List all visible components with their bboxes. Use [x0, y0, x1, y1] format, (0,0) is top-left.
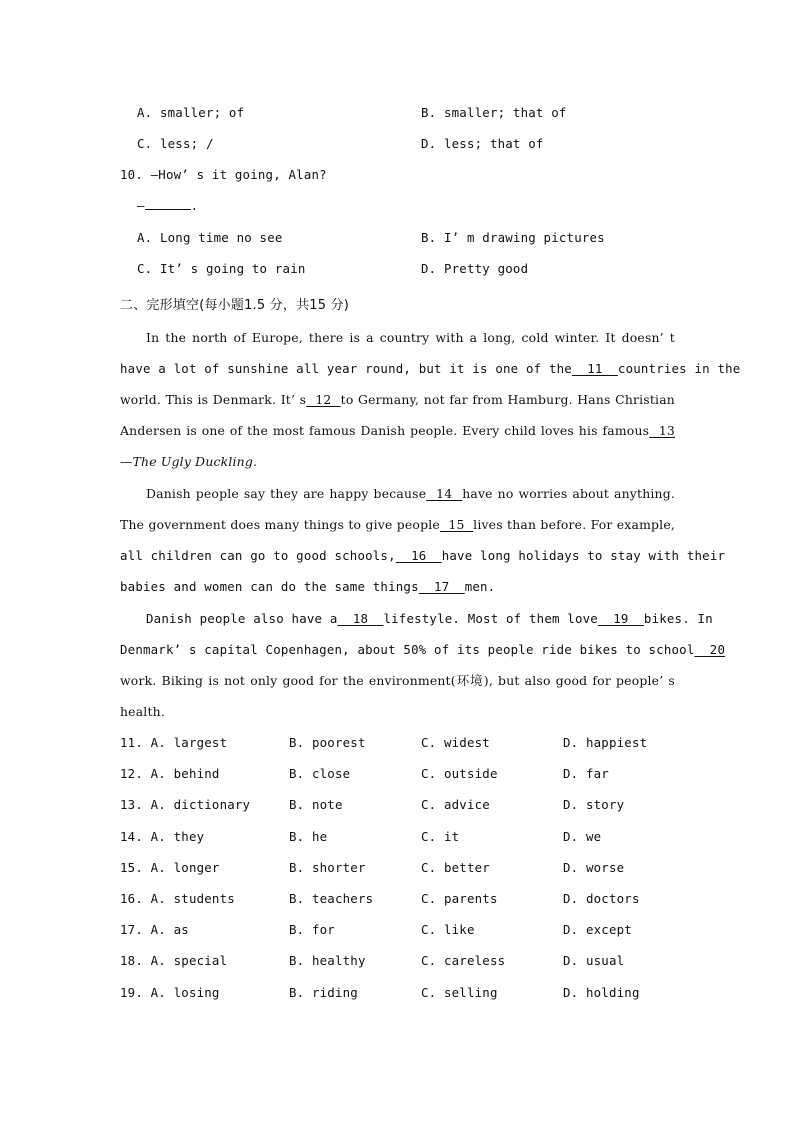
q9-option-b: B. smaller; that of [421, 105, 567, 120]
choice-option-c: C. advice [421, 797, 490, 812]
q10-question: 10. —How’ s it going, Alan? [120, 167, 327, 182]
passage-text: men. [464, 579, 496, 594]
passage-text: to Germany, not far from Hamburg. Hans Christian [340, 392, 675, 407]
choice-option-c: C. better [421, 860, 490, 875]
passage-text: The government does many things to give people [120, 517, 440, 532]
passage-p3-line3: work. Biking is not only good for the environment(环境), but also good for people’ s [120, 673, 675, 688]
passage-text: lives than before. For example, [473, 517, 675, 532]
passage-p2-line1 [146, 486, 675, 502]
choice-option-b: B. poorest [289, 735, 366, 750]
blank-12: 12 [306, 392, 341, 407]
blank-20: 20 [694, 642, 726, 657]
passage-text: world. This is Denmark. It’ s [120, 392, 307, 407]
choice-option-b: B. he [289, 829, 328, 844]
choice-option-a: 18. A. special [120, 953, 228, 968]
choice-option-c: C. widest [421, 735, 490, 750]
passage-p1-line5 [120, 454, 257, 470]
passage-text: Danish people say they are happy because [146, 486, 427, 501]
choice-option-b: B. healthy [289, 953, 366, 968]
choice-option-b: B. shorter [289, 860, 366, 875]
passage-text: have a lot of sunshine all year round, but it is one of the [120, 361, 572, 376]
blank-19: 19 [597, 611, 644, 626]
choice-option-a: 19. A. losing [120, 985, 220, 1000]
passage-text: all children can go to good schools, [120, 548, 396, 563]
q9-option-c: C. less; / [137, 136, 214, 151]
passage-p3-line1 [146, 611, 713, 627]
choice-option-a: 14. A. they [120, 829, 205, 844]
choice-option-d: D. happiest [563, 735, 648, 750]
choice-option-c: C. selling [421, 985, 498, 1000]
choice-option-a: 11. A. largest [120, 735, 228, 750]
choice-option-a: 16. A. students [120, 891, 235, 906]
q10-option-c: C. It’ s going to rain [137, 261, 306, 276]
passage-p1-line3 [120, 392, 675, 408]
q9-option-d: D. less; that of [421, 136, 544, 151]
passage-text: countries in the [617, 361, 741, 376]
choice-option-d: D. usual [563, 953, 625, 968]
choice-option-d: D. holding [563, 985, 640, 1000]
choice-option-b: B. close [289, 766, 351, 781]
passage-p1-line2 [120, 361, 741, 377]
choice-option-a: 15. A. longer [120, 860, 220, 875]
passage-p1-line1: In the north of Europe, there is a country with a long, cold winter. It doesn’ t [146, 330, 675, 345]
section-heading: 二、完形填空(每小题1.5 分，共15 分) [120, 298, 350, 313]
choice-option-b: B. teachers [289, 891, 374, 906]
passage-text: have no worries about anything. [462, 486, 675, 501]
q10-answer-blank [145, 198, 191, 210]
choice-option-b: B. for [289, 922, 335, 937]
q10-option-b: B. I’ m drawing pictures [421, 230, 605, 245]
passage-p2-line4 [120, 579, 495, 595]
choice-option-d: D. worse [563, 860, 625, 875]
passage-p2-line3 [120, 548, 726, 564]
blank-16: 16 [395, 548, 442, 563]
choice-option-a: 12. A. behind [120, 766, 220, 781]
choice-option-a: 17. A. as [120, 922, 189, 937]
passage-p2-line2 [120, 517, 675, 533]
choice-option-d: D. story [563, 797, 625, 812]
choice-option-c: C. like [421, 922, 475, 937]
passage-text: . [253, 454, 258, 469]
blank-17: 17 [418, 579, 465, 594]
passage-text: Denmark’ s capital Copenhagen, about 50% of its people ride bikes to school [120, 642, 695, 657]
blank-15: 15 [439, 517, 474, 532]
q10-option-d: D. Pretty good [421, 261, 529, 276]
passage-text: babies and women can do the same things [120, 579, 419, 594]
passage-p3-line2 [120, 642, 726, 658]
blank-14: 14 [426, 486, 463, 501]
story-title: The Ugly Duckling [132, 454, 253, 469]
q9-option-a: A. smaller; of [137, 105, 245, 120]
q10-reply-dash: — [137, 198, 145, 213]
passage-text: Danish people also have a [146, 611, 338, 626]
q10-option-a: A. Long time no see [137, 230, 283, 245]
choice-option-d: D. doctors [563, 891, 640, 906]
passage-text: have long holidays to stay with their [441, 548, 726, 563]
choice-option-c: C. careless [421, 953, 506, 968]
blank-11: 11 [571, 361, 618, 376]
passage-text: — [120, 454, 133, 469]
choice-option-c: C. outside [421, 766, 498, 781]
blank-13: 13 [649, 423, 675, 438]
choice-option-c: C. parents [421, 891, 498, 906]
q10-reply-end: . [190, 198, 199, 213]
choice-option-d: D. we [563, 829, 602, 844]
choice-option-a: 13. A. dictionary [120, 797, 251, 812]
choice-option-c: C. it [421, 829, 460, 844]
passage-p1-line4 [120, 423, 675, 439]
passage-p3-line4: health. [120, 704, 165, 719]
passage-text: lifestyle. Most of them love [383, 611, 598, 626]
passage-text: Andersen is one of the most famous Danish people. Every child loves his famous [120, 423, 650, 438]
q10-reply [137, 198, 198, 214]
choice-option-b: B. note [289, 797, 343, 812]
choice-option-b: B. riding [289, 985, 358, 1000]
passage-text: bikes. In [643, 611, 713, 626]
choice-option-d: D. except [563, 922, 632, 937]
choice-option-d: D. far [563, 766, 609, 781]
blank-18: 18 [337, 611, 384, 626]
